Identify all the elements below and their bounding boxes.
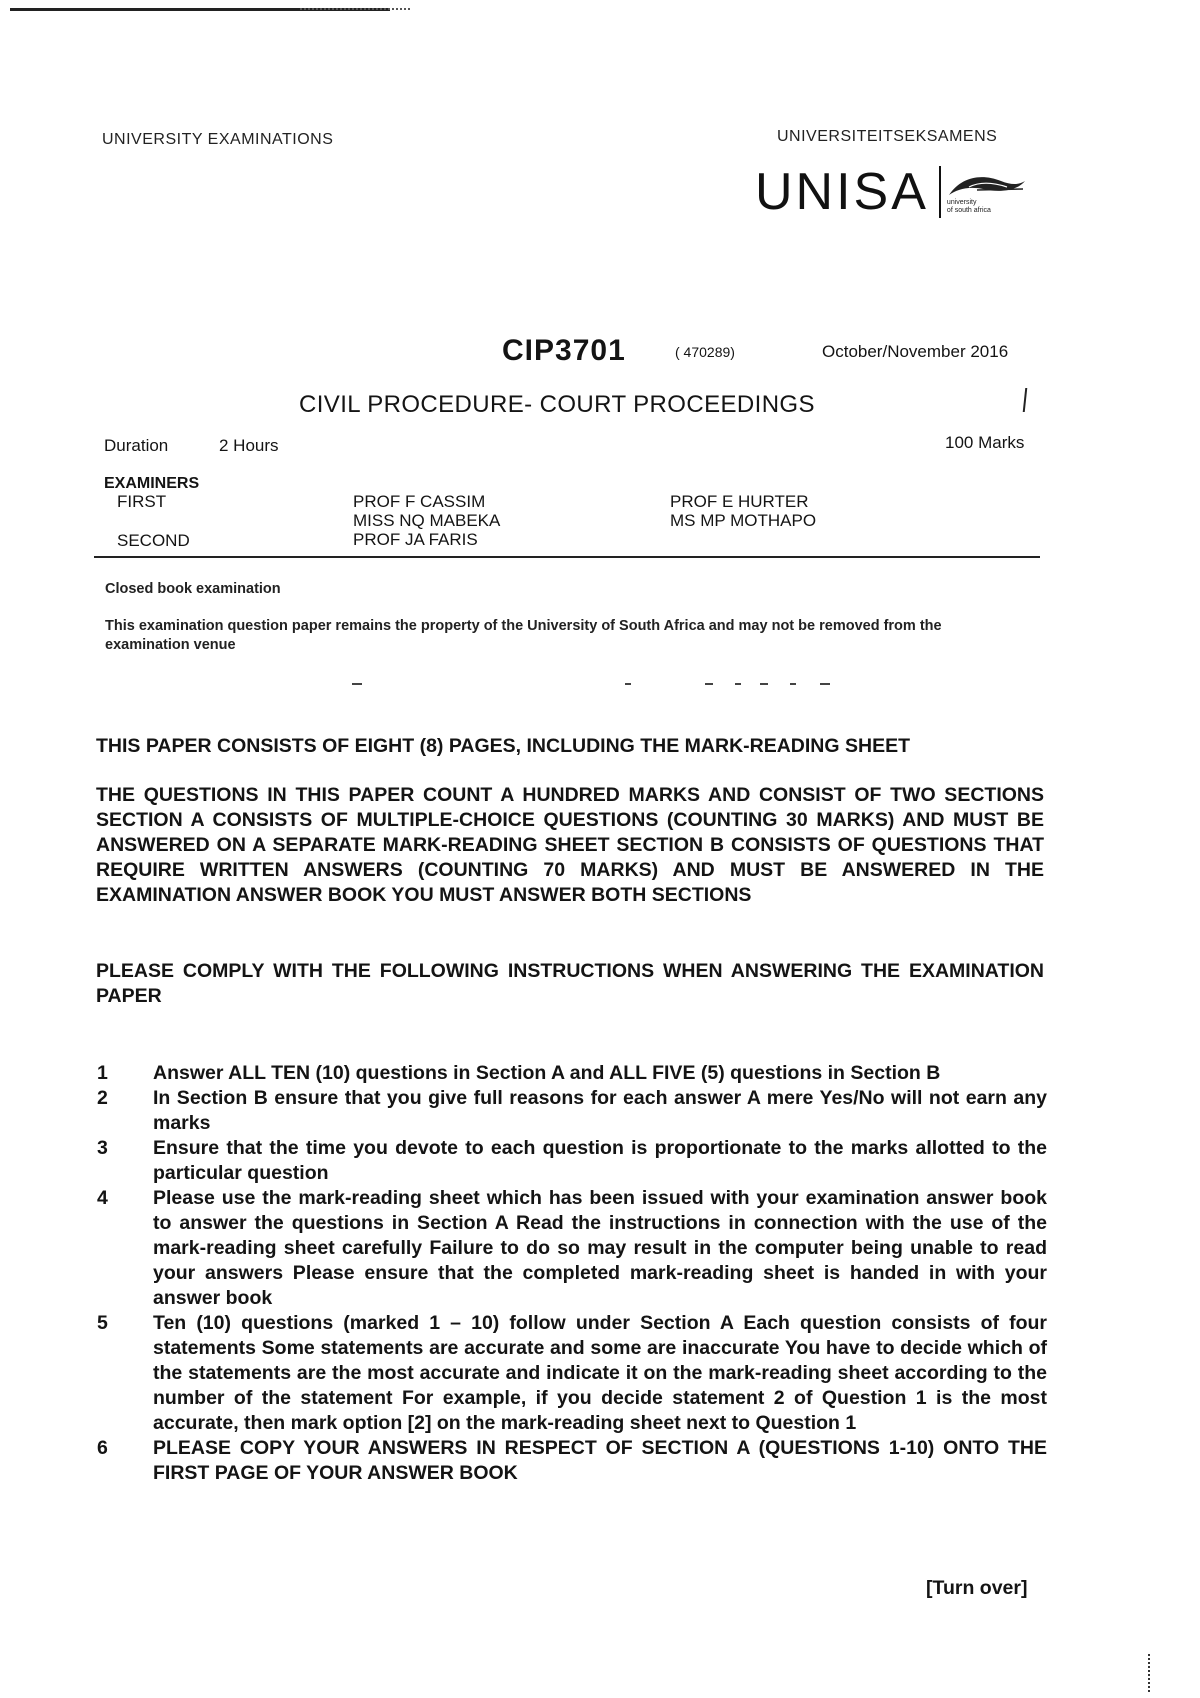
scan-dash: [760, 683, 768, 685]
instruction-text: Please use the mark-reading sheet which has been issued with your examination answer book to answer the questions in Section A Read the instructions in connection with the use of the mark-reading sheet carefully Failure to do so may result in the computer being unable to read your answers Please ensure that the completed mark-reading sheet is handed in with your answer book: [153, 1187, 1047, 1309]
comply-statement: PLEASE COMPLY WITH THE FOLLOWING INSTRUCTIONS WHEN ANSWERING THE EXAMINATION PAPER: [96, 960, 1044, 1007]
instructions-list: [97, 1061, 1047, 1486]
header-left-text: UNIVERSITY EXAMINATIONS: [102, 131, 334, 148]
scan-dash: [625, 683, 631, 685]
scan-dash: [820, 683, 830, 685]
logo-emblem: [947, 171, 1027, 215]
exam-title: CIVIL PROCEDURE- COURT PROCEEDINGS: [299, 391, 815, 418]
examiner-name: MS MP MOTHAPO: [670, 511, 817, 530]
exam-session: October/November 2016: [822, 342, 1009, 361]
instruction-number: 3: [97, 1137, 108, 1159]
logo-subtext-2: of south africa: [946, 207, 991, 214]
exam-number: ( 470289): [675, 344, 735, 360]
logo-bird-icon: [947, 171, 1027, 199]
instruction-text: PLEASE COPY YOUR ANSWERS IN RESPECT OF SECTION A (QUESTIONS 1-10) ONTO THE FIRST PAGE OF YOUR ANSWER BOOK: [153, 1437, 1047, 1484]
instruction-number: 2: [97, 1087, 108, 1109]
header-right-text: UNIVERSITEITSEKSAMENS: [777, 128, 998, 145]
instruction-number: 4: [97, 1187, 108, 1209]
examiner-name: PROF F CASSIM: [353, 492, 486, 511]
instruction-item: [97, 1061, 1047, 1086]
instruction-number: 6: [97, 1437, 108, 1459]
logo-wordmark: UNISA: [755, 163, 929, 221]
instruction-item: [97, 1086, 1047, 1136]
instruction-text: Answer ALL TEN (10) questions in Section A and ALL FIVE (5) questions in Section B: [153, 1062, 941, 1084]
sections-statement: THE QUESTIONS IN THIS PAPER COUNT A HUNDRED MARKS AND CONSIST OF TWO SECTIONS SECTION A CONSISTS OF MULTIPLE-CHOICE QUESTIONS (COUNTING 30 MARKS) AND MUST BE ANSWERED ON A SEPARATE MARK-READING SHEET SECTION B CONSISTS OF QUESTIONS THAT REQUIRE WRITTEN ANSWERS (COUNTING 70 MARKS) AND MUST BE ANSWERED IN THE EXAMINATION ANSWER BOOK YOU MUST ANSWER BOTH SECTIONS: [96, 784, 1044, 906]
examiners-first-label: FIRST: [117, 492, 167, 511]
closed-book-note: Closed book examination: [105, 581, 281, 597]
examiner-name: MISS NQ MABEKA: [353, 511, 501, 530]
scan-dash: [705, 683, 713, 685]
instruction-item: [97, 1136, 1047, 1186]
scan-dash: [352, 683, 362, 685]
unisa-logo: [755, 162, 1027, 222]
duration-value: 2 Hours: [219, 436, 279, 455]
instruction-text: Ten (10) questions (marked 1 – 10) follow under Section A Each question consists of four statements Some statements are accurate and some are inaccurate You have to decide which of the statements are the most accurate and indicate it on the mark-reading sheet according to the number of the statement For example, if you decide statement 2 of Question 1 is the most accurate, then mark option [2] on the mark-reading sheet next to Question 1: [153, 1312, 1047, 1434]
scan-dash: [735, 683, 741, 685]
examiner-name: PROF JA FARIS: [353, 530, 478, 549]
instruction-text: In Section B ensure that you give full reasons for each answer A mere Yes/No will not earn any marks: [153, 1087, 1047, 1134]
property-note: This examination question paper remains the property of the University of South Africa and may not be removed from the examination venue: [105, 618, 942, 653]
instruction-text: Ensure that the time you devote to each question is proportionate to the marks allotted to the particular question: [153, 1137, 1047, 1184]
scan-rule-top-dotted: [300, 8, 410, 10]
examiners-second-label: SECOND: [117, 531, 190, 550]
instruction-number: 1: [97, 1062, 108, 1084]
duration-label: Duration: [104, 436, 169, 455]
course-code: CIP3701: [502, 334, 626, 367]
pages-statement: THIS PAPER CONSISTS OF EIGHT (8) PAGES, INCLUDING THE MARK-READING SHEET: [96, 735, 910, 757]
scan-edge-mark: [1148, 1654, 1150, 1692]
examiners-heading: EXAMINERS: [104, 475, 200, 492]
instruction-number: 5: [97, 1312, 108, 1334]
examiner-name: PROF E HURTER: [670, 492, 809, 511]
instruction-item: [97, 1186, 1047, 1311]
scan-dash: [790, 683, 796, 685]
turn-over-note: [Turn over]: [926, 1577, 1028, 1599]
total-marks: 100 Marks: [945, 433, 1025, 452]
logo-subtext-1: university: [946, 199, 977, 206]
instruction-item: [97, 1436, 1047, 1486]
logo-divider: [939, 166, 941, 218]
instruction-item: [97, 1311, 1047, 1436]
examiners-divider: [94, 556, 1040, 558]
scan-mark: [1023, 388, 1028, 412]
